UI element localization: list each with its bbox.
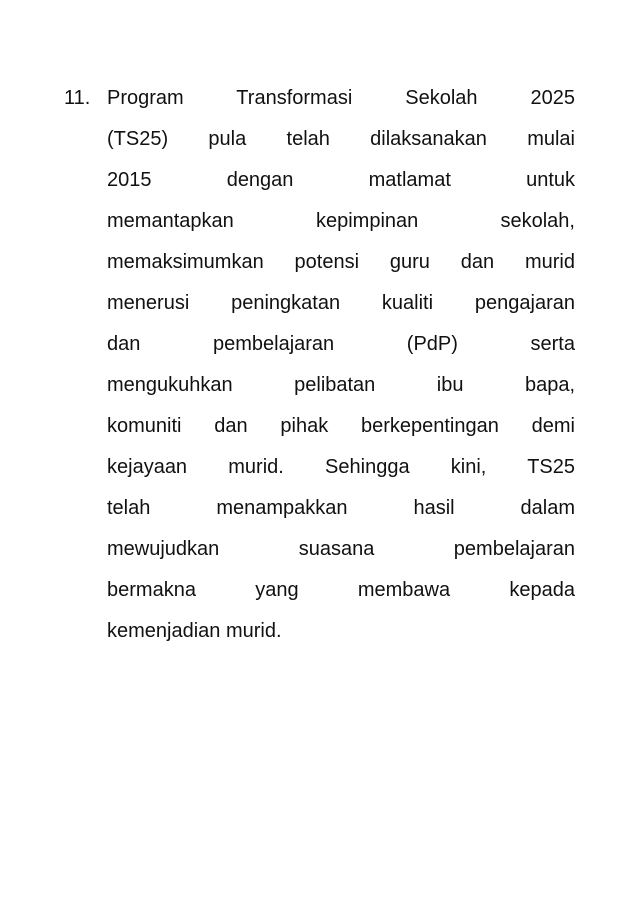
paragraph-number: 11. — [64, 87, 91, 109]
paragraph-line: kejayaan murid. Sehingga kini, TS25 — [107, 456, 575, 478]
paragraph-body — [107, 78, 575, 652]
paragraph-line: mewujudkan suasana pembelajaran — [107, 538, 575, 560]
paragraph-line: kemenjadian murid. — [107, 620, 282, 642]
paragraph-line: menerusi peningkatan kualiti pengajaran — [107, 292, 575, 314]
paragraph-line: komuniti dan pihak berkepentingan demi — [107, 415, 575, 437]
paragraph-line: memaksimumkan potensi guru dan murid — [107, 251, 575, 273]
paragraph-line: memantapkan kepimpinan sekolah, — [107, 210, 575, 232]
paragraph-line: Program Transformasi Sekolah 2025 — [107, 87, 575, 109]
paragraph-line: telah menampakkan hasil dalam — [107, 497, 575, 519]
paragraph-line: (TS25) pula telah dilaksanakan mulai — [107, 128, 575, 150]
paragraph-line: 2015 dengan matlamat untuk — [107, 169, 575, 191]
paragraph-line: dan pembelajaran (PdP) serta — [107, 333, 575, 355]
paragraph-line: mengukuhkan pelibatan ibu bapa, — [107, 374, 575, 396]
paragraph-line: bermakna yang membawa kepada — [107, 579, 575, 601]
